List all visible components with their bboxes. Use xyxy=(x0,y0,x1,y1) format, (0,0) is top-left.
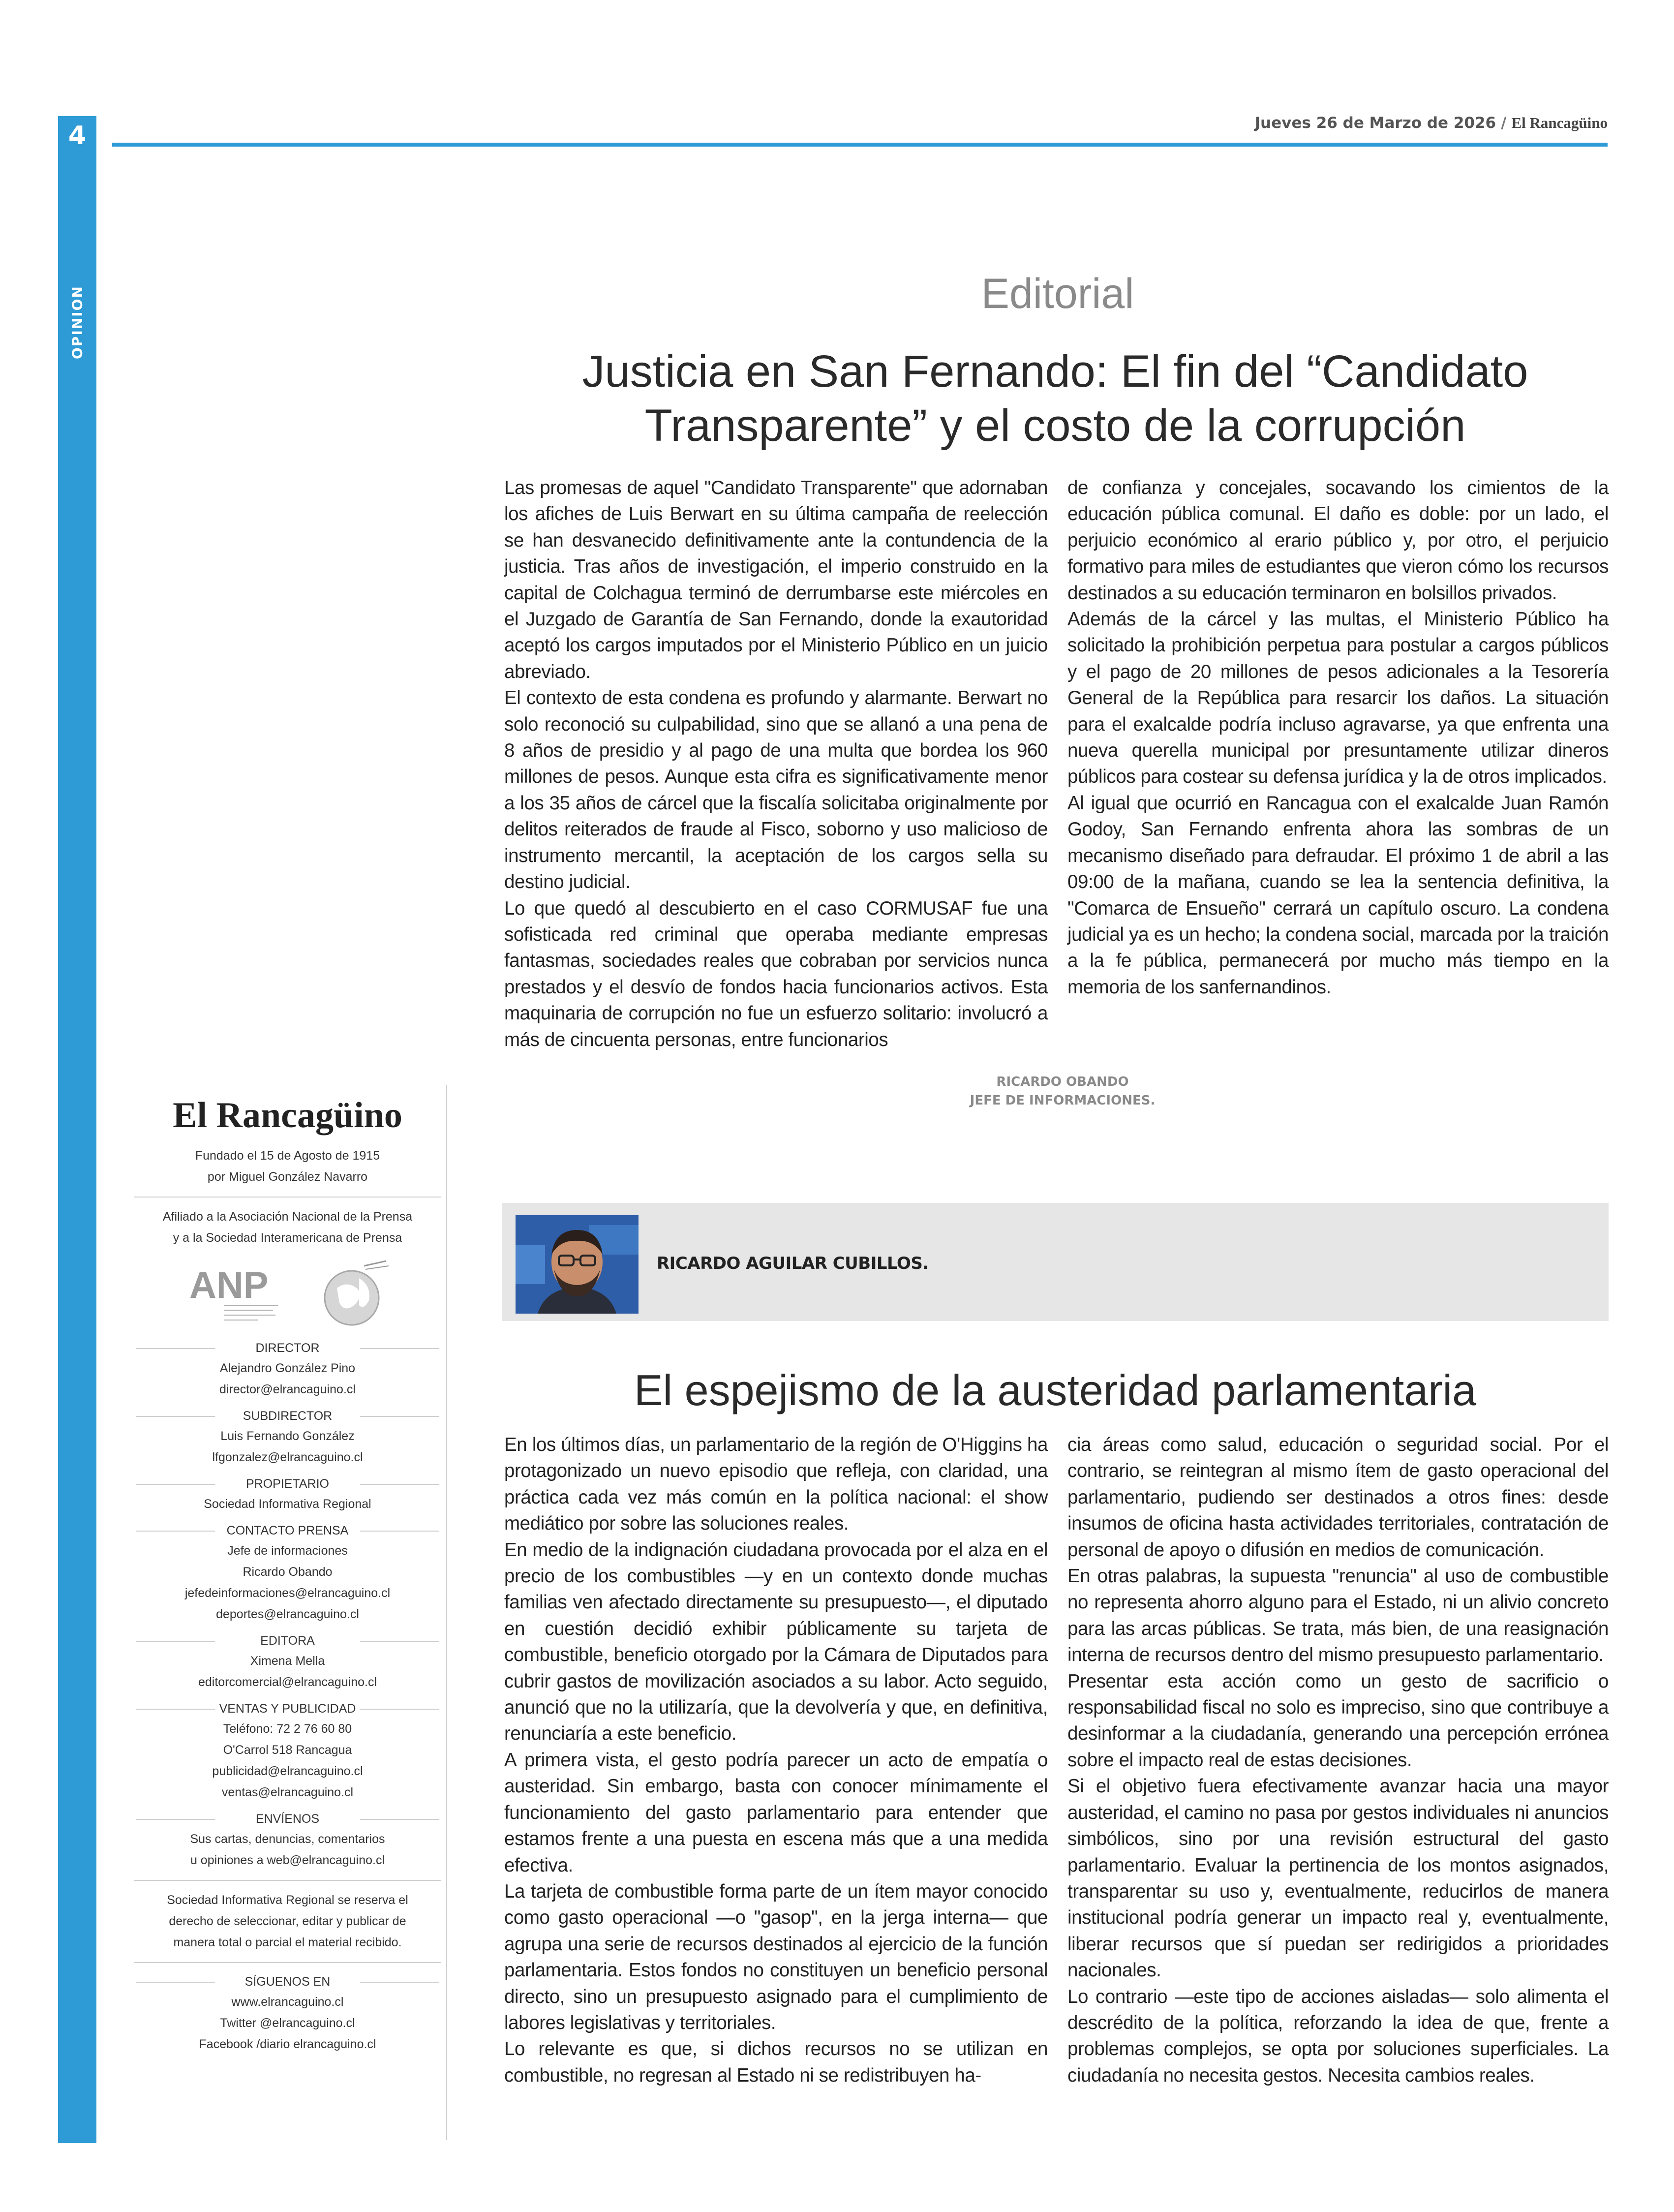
page-header xyxy=(1255,114,1608,132)
column-paragraph: Lo contrario —este tipo de acciones aisladas— solo alimenta el descrédito de la política, reforzando la idea de que, frente a problemas complejos, se opta por soluciones superficiales. La ciudadanía no necesita gestos. Necesita cambios reales. xyxy=(1067,1986,1609,2086)
subdirector-name: Luis Fernando González xyxy=(220,1429,355,1443)
masthead-divider xyxy=(134,1880,441,1881)
page-number: 4 xyxy=(68,121,87,151)
editorial-paragraph: de confianza y concejales, socavando los cimientos de la educación pública comunal. El daño es doble: por un lado, el perjuicio económico al erario público y, por otro, el perjuicio formativo para miles de estudiantes que vieron cómo los recursos destinados a su educación terminaron en bolsillos privados. xyxy=(1067,477,1609,604)
editorial-signature xyxy=(964,1073,1161,1110)
rights-line: derecho de seleccionar, editar y publicar de xyxy=(169,1914,406,1928)
column-paragraph: En otras palabras, la supuesta "renuncia" al uso de combustible no representa ahorro alguno para el Estado, ni un alivio concreto para las arcas públicas. Se trata, más bien, de una reasignación interna de recursos dentro del mismo presupuesto parlamentario. xyxy=(1067,1566,1609,1666)
issue-date: Jueves 26 de Marzo de 2026 xyxy=(1254,114,1496,132)
sales-address: O'Carrol 518 Rancagua xyxy=(223,1743,352,1757)
masthead-divider xyxy=(134,1197,441,1198)
anp-logo xyxy=(184,1259,283,1332)
author-photo xyxy=(516,1215,639,1314)
column-paragraph: Si el objetivo fuera efectivamente avanzar hacia una mayor austeridad, el camino no pasa por gestos individuales ni anuncios simbólicos, sino por una revisión estructural del gasto parlamentario. Evaluar la pertinencia de los montos asignados, transparentar su uso y, eventualmente, reducirlos de manera institucional podría generar un impacto real y, eventualmente, liberar recursos que sí puedan ser redirigidos a prioridades nacionales. xyxy=(1067,1776,1609,1981)
editorial-column-1 xyxy=(504,475,1048,1053)
masthead-box xyxy=(129,1085,447,2140)
affiliation-logos xyxy=(129,1259,446,1332)
column-paragraph: La tarjeta de combustible forma parte de un ítem mayor conocido como gasto operacional —o "gasop", en la jerga interna— que agrupa una serie de recursos destinados al ejercicio de la función parlamentaria. Estos fondos no constituyen un beneficio personal directo, sino un presupuesto asignado para el cumplimiento de labores legislativas y territoriales. xyxy=(504,1880,1048,2033)
header-newspaper-name: El Rancagüino xyxy=(1511,114,1608,131)
owner-heading: PROPIETARIO xyxy=(129,1474,446,1494)
editor-heading: EDITORA xyxy=(129,1631,446,1651)
column-paragraph: En medio de la indignación ciudadana provocada por el alza en el precio de los combustibles —y en un contexto donde muchas familias ven afectado directamente su presupuesto—, el diputado en cuestión decidió exhibir públicamente su tarjeta de combustible, beneficio otorgado por la Cámara de Diputados para cubrir gastos de movilización asociados a su labor. Acto seguido, anunció que no la utilizaría, que la devolvería y que, en definitiva, renunciaría a este beneficio. xyxy=(504,1539,1048,1745)
editorial-column-2 xyxy=(1067,475,1609,1000)
owner-name: Sociedad Informativa Regional xyxy=(204,1497,371,1511)
column-paragraph: Lo relevante es que, si dichos recursos no se utilizan en combustible, no regresan al Estado ni se redistribuyen ha- xyxy=(504,2038,1048,2086)
section-label: OPINION xyxy=(69,285,86,359)
signature-role: JEFE DE INFORMACIONES. xyxy=(970,1093,1156,1108)
editor-name: Ximena Mella xyxy=(250,1654,325,1668)
signature-name: RICARDO OBANDO xyxy=(996,1075,1129,1089)
press-role: Jefe de informaciones xyxy=(227,1544,348,1558)
sales-phone: Teléfono: 72 2 76 60 80 xyxy=(223,1722,352,1736)
press-name: Ricardo Obando xyxy=(243,1565,333,1579)
column-paragraph: Presentar esta acción como un gesto de sacrificio o responsabilidad fiscal no solo es impreciso, sino que contribuye a desinformar a la ciudadanía, generando una percepción errónea sobre el impacto real de estas decisiones. xyxy=(1067,1670,1609,1771)
subdirector-heading: SUBDIRECTOR xyxy=(129,1406,446,1426)
column-text-1 xyxy=(504,1432,1048,2089)
column-paragraph: En los últimos días, un parlamentario de la región de O'Higgins ha protagonizado un nuevo episodio que refleja, con claridad, una práctica cada vez más común en la política nacional: el show mediático por sobre las soluciones reales. xyxy=(504,1434,1048,1535)
rights-line: manera total o parcial el material recibido. xyxy=(173,1936,402,1949)
masthead-divider xyxy=(134,1962,441,1963)
editor-email: editorcomercial@elrancaguino.cl xyxy=(198,1675,377,1689)
sales-heading: VENTAS Y PUBLICIDAD xyxy=(129,1699,446,1719)
founded-line: Fundado el 15 de Agosto de 1915 xyxy=(195,1149,380,1163)
sip-globe-logo xyxy=(317,1259,391,1332)
press-email: jefedeinformaciones@elrancaguino.cl xyxy=(184,1586,391,1600)
founded-line: por Miguel González Navarro xyxy=(207,1170,368,1184)
affiliation-line: Afiliado a la Asociación Nacional de la Prensa xyxy=(162,1210,413,1224)
send-line: u opiniones a web@elrancaguino.cl xyxy=(190,1853,385,1867)
column-paragraph: cia áreas como salud, educación o seguridad social. Por el contrario, se reintegran al mismo ítem de gasto operacional del parlamentario, pudiendo ser destinados a otros fines: desde insumos de oficina hasta actividades territoriales, contratación de personal de apoyo o difusión en medios de comunicación. xyxy=(1067,1434,1609,1561)
director-name: Alejandro González Pino xyxy=(219,1361,356,1375)
press-contact-heading: CONTACTO PRENSA xyxy=(129,1521,446,1540)
rights-line: Sociedad Informativa Regional se reserva el xyxy=(167,1893,408,1907)
column-author-name: RICARDO AGUILAR CUBILLOS. xyxy=(657,1254,929,1273)
sports-email: deportes@elrancaguino.cl xyxy=(216,1607,359,1621)
director-email: director@elrancaguino.cl xyxy=(219,1382,356,1396)
follow-facebook: Facebook /diario elrancaguino.cl xyxy=(199,2037,376,2051)
editorial-title: Justicia en San Fernando: El fin del “Candidato Transparente” y el costo de la corrupción xyxy=(582,346,1528,451)
follow-web: www.elrancaguino.cl xyxy=(231,1995,344,2009)
editorial-paragraph: Lo que quedó al descubierto en el caso CORMUSAF fue una sofisticada red criminal que operaba mediante empresas fantasmas, sociedades reales que cobraban por servicios nunca prestados y el desvío de fondos hacia funcionarios activos. Esta maquinaria de corrupción no fue un esfuerzo solitario: involucró a más de cincuenta personas, entre funcionarios xyxy=(504,897,1048,1050)
follow-twitter: Twitter @elrancaguino.cl xyxy=(220,2016,355,2030)
follow-heading: SÍGUENOS EN xyxy=(129,1972,446,1992)
publicity-email: publicidad@elrancaguino.cl xyxy=(212,1764,363,1778)
editorial-paragraph: El contexto de esta condena es profundo y alarmante. Berwart no solo reconoció su culpabilidad, sino que se allanó a una pena de 8 años de presidio y al pago de una multa que bordea los 960 millones de pesos. Aunque esta cifra es significativamente menor a los 35 años de cárcel que la fiscalía solicitaba originalmente por delitos reiterados de fraude al Fisco, soborno y uso malicioso de instrumento mercantil, la aceptación de los cargos sella su destino judicial. xyxy=(504,687,1048,893)
subdirector-email: lfgonzalez@elrancaguino.cl xyxy=(212,1450,363,1464)
column-text-2 xyxy=(1067,1432,1609,2089)
column-title: El espejismo de la austeridad parlamentaria xyxy=(634,1366,1477,1414)
anp-logo-text: ANP xyxy=(189,1264,268,1306)
editorial-paragraph: Al igual que ocurrió en Rancagua con el exalcalde Juan Ramón Godoy, San Fernando enfrenta ahora las sombras de un mecanismo diseñado para defraudar. El próximo 1 de abril a las 09:00 de la mañana, cuando se lea la sentencia definitiva, la "Comarca de Ensueño" cerrará un capítulo oscuro. La condena judicial ya es un hecho; la condena social, marcada por la traición a la fe pública, permanecerá por mucho más tiempo en la memoria de los sanfernandinos. xyxy=(1067,792,1609,998)
editorial-paragraph: Las promesas de aquel "Candidato Transparente" que adornaban los afiches de Luis Berwart en su última campaña de reelección se han desvanecido definitivamente ante la contundencia de la justicia. Tras años de investigación, el imperio construido en la capital de Colchagua terminó de derrumbarse este miércoles en el Juzgado de Garantía de San Fernando, donde la exautoridad aceptó los cargos imputados por el Ministerio Público en un juicio abreviado. xyxy=(504,477,1048,682)
send-heading: ENVÍENOS xyxy=(129,1809,446,1829)
sales-email: ventas@elrancaguino.cl xyxy=(221,1785,354,1799)
editorial-paragraph: Además de la cárcel y las multas, el Ministerio Público ha solicitado la prohibición perpetua para postular a cargos públicos y el pago de 20 millones de pesos adicionales a la Tesorería General de la República para resarcir los daños. La situación para el exalcalde podría incluso agravarse, ya que enfrenta una nueva querella municipal por presuntamente utilizar dineros públicos para costear su defensa jurídica y la de otros implicados. xyxy=(1067,609,1609,788)
column-paragraph: A primera vista, el gesto podría parecer un acto de empatía o austeridad. Sin embargo, basta con conocer mínimamente el funcionamiento del gasto parlamentario para entender que estamos frente a una puesta en escena más que a una medida efectiva. xyxy=(504,1749,1048,1876)
director-heading: DIRECTOR xyxy=(129,1338,446,1358)
affiliation-line: y a la Sociedad Interamericana de Prensa xyxy=(173,1231,402,1245)
header-separator: / xyxy=(1501,114,1507,132)
send-line: Sus cartas, denuncias, comentarios xyxy=(190,1832,385,1846)
section-strip xyxy=(58,116,96,2143)
header-rule xyxy=(112,143,1608,147)
masthead-logo: El Rancagüino xyxy=(173,1095,402,1136)
editorial-label: Editorial xyxy=(981,270,1134,317)
